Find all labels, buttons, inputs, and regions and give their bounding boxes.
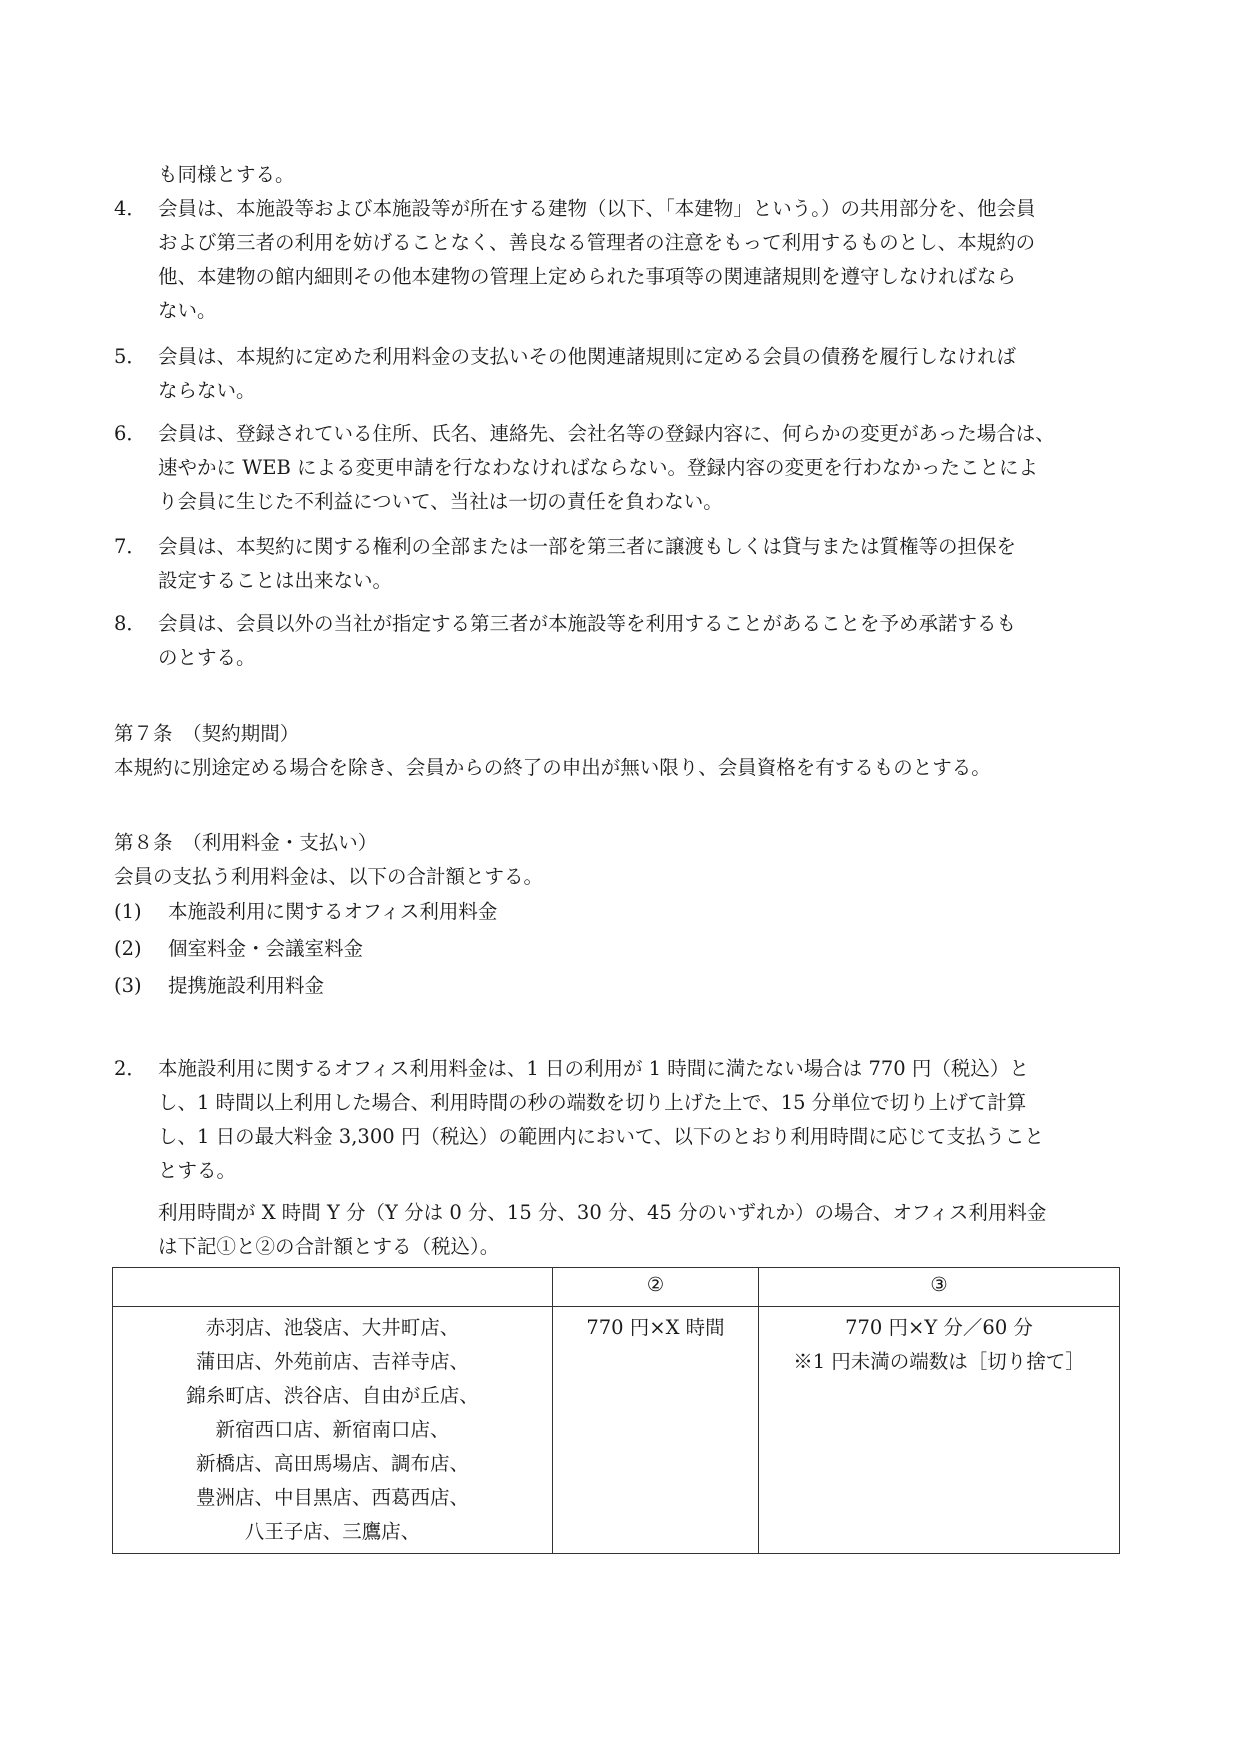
- fee-table-header-3: ③: [759, 1268, 1120, 1307]
- item5-line1: [114, 340, 1016, 374]
- item7-text-2: 設定することは出来ない。: [158, 569, 393, 592]
- item3-tail: も同様とする。: [158, 163, 295, 186]
- hourly-fee-cell: [553, 1307, 759, 1554]
- hourly-fee-value: 770 円×X 時間: [586, 1316, 725, 1339]
- item4-text-1: 会員は、本施設等および本施設等が所在する建物（以下、「本建物」という。）の共用部分を、他会員: [158, 197, 1036, 220]
- fee-list-item-1: [114, 895, 497, 929]
- store-line-5: 新橋店、高田馬場店、調布店、: [195, 1452, 469, 1475]
- fee-list-number-1: (1): [114, 900, 142, 923]
- art8-item2-text-6: は下記①と②の合計額とする（税込）。: [158, 1235, 500, 1258]
- item6-text-2: 速やかに WEB による変更申請を行なわなければならない。登録内容の変更を行わなかったことによ: [158, 456, 1039, 479]
- article8-heading: 第８条 （利用料金・支払い）: [114, 831, 378, 854]
- minute-fee-value: 770 円×Y 分／60 分: [845, 1316, 1033, 1339]
- fee-list-number-2: (2): [114, 937, 142, 960]
- art8-item2-text-1: 本施設利用に関するオフィス利用料金は、1 日の利用が 1 時間に満たない場合は 770 円（税込）と: [158, 1057, 1029, 1080]
- item4-text-2: および第三者の利用を妨げることなく、善良なる管理者の注意をもって利用するものとし、本規約の: [158, 231, 1036, 254]
- item7-line1: [114, 530, 1016, 564]
- item8-number: 8．: [114, 612, 146, 635]
- art8-item2-text-2: し、1 時間以上利用した場合、利用時間の秒の端数を切り上げた上で、15 分単位で切り上げて計算: [158, 1091, 1027, 1114]
- store-line-7: 八王子店、三鷹店、: [244, 1520, 421, 1543]
- art8-item2-number: 2．: [114, 1057, 146, 1080]
- item6-text-1: 会員は、登録されている住所、氏名、連絡先、会社名等の登録内容に、何らかの変更があった場合は、: [158, 422, 1055, 445]
- store-line-6: 豊洲店、中目黒店、西葛西店、: [195, 1486, 469, 1509]
- item8-text-1: 会員は、会員以外の当社が指定する第三者が本施設等を利用することがあることを予め承諾するも: [158, 612, 1017, 635]
- article8-intro: 会員の支払う利用料金は、以下の合計額とする。: [114, 865, 544, 888]
- art8-item2-text-5: 利用時間が X 時間 Y 分（Y 分は 0 分、15 分、30 分、45 分のいずれか）の場合、オフィス利用料金: [158, 1201, 1047, 1224]
- item8-line1: [114, 607, 1016, 641]
- item6-line1: [114, 417, 1055, 451]
- item8-text-2: のとする。: [158, 646, 256, 669]
- fee-table-row: [113, 1307, 1120, 1554]
- item4-number: 4．: [114, 197, 146, 220]
- item4-text-3: 他、本建物の館内細則その他本建物の管理上定められた事項等の関連諸規則を遵守しなければなら: [158, 265, 1017, 288]
- fee-table-header-1: [113, 1268, 553, 1307]
- fee-table-header-2: ②: [553, 1268, 759, 1307]
- article7-body: 本規約に別途定める場合を除き、会員からの終了の申出が無い限り、会員資格を有するものとする。: [114, 756, 991, 779]
- item4-line1: [114, 192, 1036, 226]
- fee-table: [112, 1267, 1120, 1554]
- item6-number: 6．: [114, 422, 146, 445]
- art8-item2-text-3: し、1 日の最大料金 3,300 円（税込）の範囲内において、以下のとおり利用時間に応じて支払うこと: [158, 1125, 1044, 1148]
- fee-table-header-row: [113, 1268, 1120, 1307]
- item5-text-1: 会員は、本規約に定めた利用料金の支払いその他関連諸規則に定める会員の債務を履行しなければ: [158, 345, 1017, 368]
- store-line-4: 新宿西口店、新宿南口店、: [215, 1418, 450, 1441]
- store-line-2: 蒲田店、外苑前店、吉祥寺店、: [195, 1350, 469, 1373]
- art8-item2-text-4: とする。: [158, 1159, 237, 1182]
- item5-text-2: ならない。: [158, 379, 256, 402]
- fee-list-text-3: 提携施設利用料金: [168, 974, 325, 997]
- item5-number: 5．: [114, 345, 146, 368]
- store-list-cell: [113, 1307, 553, 1554]
- fee-list-item-3: [114, 969, 324, 1003]
- item7-number: 7．: [114, 535, 146, 558]
- minute-fee-cell: [759, 1307, 1120, 1554]
- item7-text-1: 会員は、本契約に関する権利の全部または一部を第三者に譲渡もしくは貸与または質権等の担保を: [158, 535, 1017, 558]
- art8-item2-line1: [114, 1052, 1029, 1086]
- fee-list-item-2: [114, 932, 363, 966]
- fee-list-text-2: 個室料金・会議室料金: [168, 937, 364, 960]
- fee-list-text-1: 本施設利用に関するオフィス利用料金: [168, 900, 498, 923]
- fee-list-number-3: (3): [114, 974, 142, 997]
- store-line-1: 赤羽店、池袋店、大井町店、: [205, 1316, 460, 1339]
- item6-text-3: り会員に生じた不利益について、当社は一切の責任を負わない。: [158, 490, 723, 513]
- store-line-3: 錦糸町店、渋谷店、自由が丘店、: [186, 1384, 479, 1407]
- rounding-note: ※1 円未満の端数は［切り捨て］: [793, 1350, 1085, 1373]
- item4-text-4: ない。: [158, 299, 217, 322]
- article7-heading: 第７条 （契約期間）: [114, 722, 300, 745]
